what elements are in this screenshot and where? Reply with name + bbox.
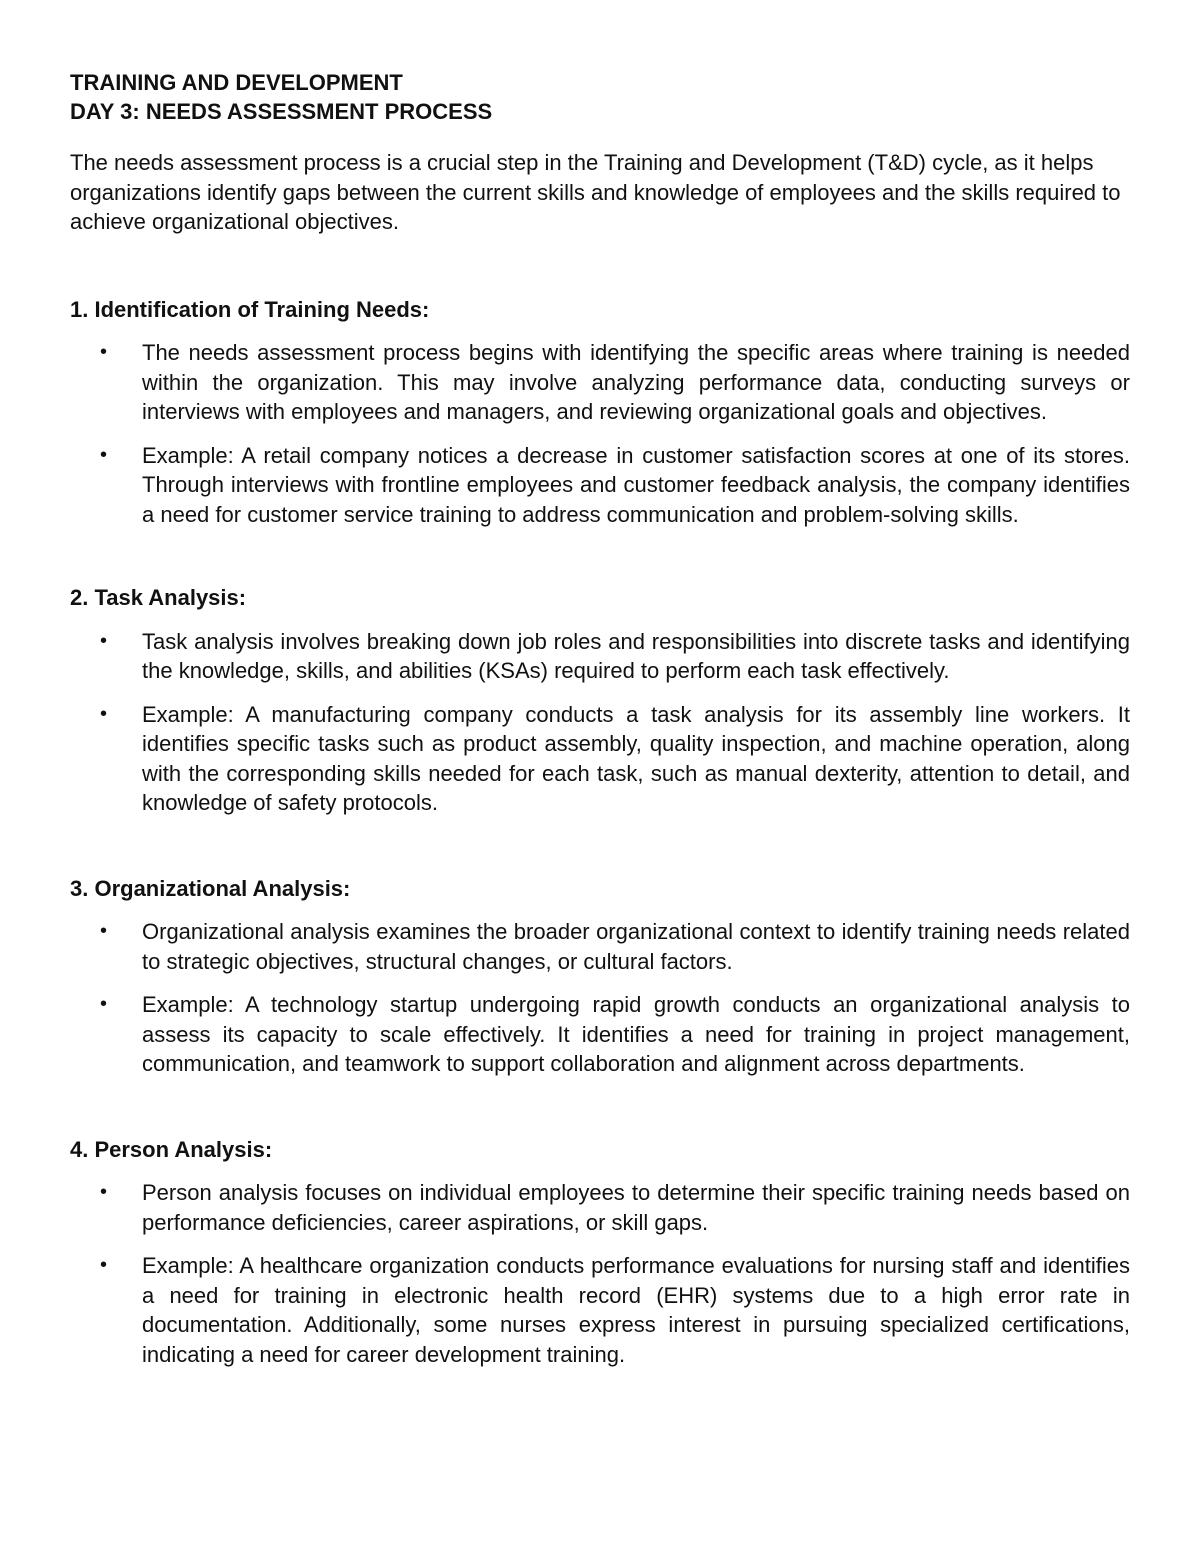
bullet-list	[70, 627, 1130, 818]
bullet-icon: •	[100, 702, 108, 725]
bullet-icon: •	[100, 341, 108, 363]
document-title-line-1: TRAINING AND DEVELOPMENT	[70, 70, 403, 95]
list-item-text: The needs assessment process begins with identifying the specific areas where training is needed within the organization. This may involve analyzing performance data, conducting surveys or interviews with employees and managers, and reviewing organizational goals and objectives.	[142, 340, 1130, 424]
section-heading: 2. Task Analysis:	[70, 585, 247, 610]
bullet-icon: •	[100, 993, 108, 1015]
list-item	[70, 441, 1130, 530]
list-item	[70, 700, 1130, 818]
list-item-text: Example: A manufacturing company conducts a task analysis for its assembly line workers. It identifies specific tasks such as product assembly, quality inspection, and machine operation, along with the corresponding skills needed for each task, such as manual dexterity, attention to detail, and knowledge of safety protocols.	[142, 701, 1130, 815]
list-item-text: Person analysis focuses on individual employees to determine their specific training needs based on performance deficiencies, career aspirations, or skill gaps.	[142, 1180, 1130, 1235]
bullet-icon: •	[100, 629, 108, 652]
list-item	[70, 1178, 1130, 1237]
list-item	[70, 1251, 1130, 1369]
list-item	[70, 627, 1130, 686]
bullet-icon: •	[100, 1181, 108, 1203]
bullet-list	[70, 917, 1130, 1079]
bullet-list	[70, 1178, 1130, 1369]
list-item	[70, 990, 1130, 1079]
list-item-text: Example: A healthcare organization conducts performance evaluations for nursing staff and identifies a need for training in electronic health record (EHR) systems due to a high error rate in documentation. Additionally, some nurses express interest in pursuing specialized certifications, indicating a need for career development training.	[142, 1253, 1130, 1367]
bullet-list	[70, 338, 1130, 529]
document-title-line-2: DAY 3: NEEDS ASSESSMENT PROCESS	[70, 99, 493, 124]
intro-paragraph: The needs assessment process is a crucial step in the Training and Development (T&D) cycle, as it helps organizations identify gaps between the current skills and knowledge of employees and the skills required to achieve organizational objectives.	[70, 150, 1121, 234]
list-item-text: Example: A retail company notices a decrease in customer satisfaction scores at one of its stores. Through interviews with frontline employees and customer feedback analysis, the company identifies a need for customer service training to address communication and problem-solving skills.	[142, 442, 1130, 527]
document-page	[70, 68, 1130, 1383]
bullet-icon: •	[100, 920, 108, 942]
list-item-text: Example: A technology startup undergoing rapid growth conducts an organizational analysis to assess its capacity to scale effectively. It identifies a need for training in project management, communication, and teamwork to support collaboration and alignment across departments.	[142, 992, 1130, 1076]
section-organizational-analysis	[70, 874, 1130, 1079]
bullet-icon: •	[100, 1254, 108, 1276]
list-item	[70, 917, 1130, 976]
list-item-text: Organizational analysis examines the broader organizational context to identify training needs related to strategic objectives, structural changes, or cultural factors.	[142, 919, 1130, 974]
section-person-analysis	[70, 1135, 1130, 1370]
list-item	[70, 338, 1130, 427]
list-item-text: Task analysis involves breaking down job roles and responsibilities into discrete tasks and identifying the knowledge, skills, and abilities (KSAs) required to perform each task effectively.	[142, 628, 1130, 683]
bullet-icon: •	[100, 443, 108, 466]
section-heading: 4. Person Analysis:	[70, 1136, 273, 1162]
section-identification-of-training-needs	[70, 295, 1130, 530]
section-heading: 3. Organizational Analysis:	[70, 875, 351, 901]
section-heading: 1. Identification of Training Needs:	[70, 296, 430, 322]
section-task-analysis	[70, 583, 1130, 818]
